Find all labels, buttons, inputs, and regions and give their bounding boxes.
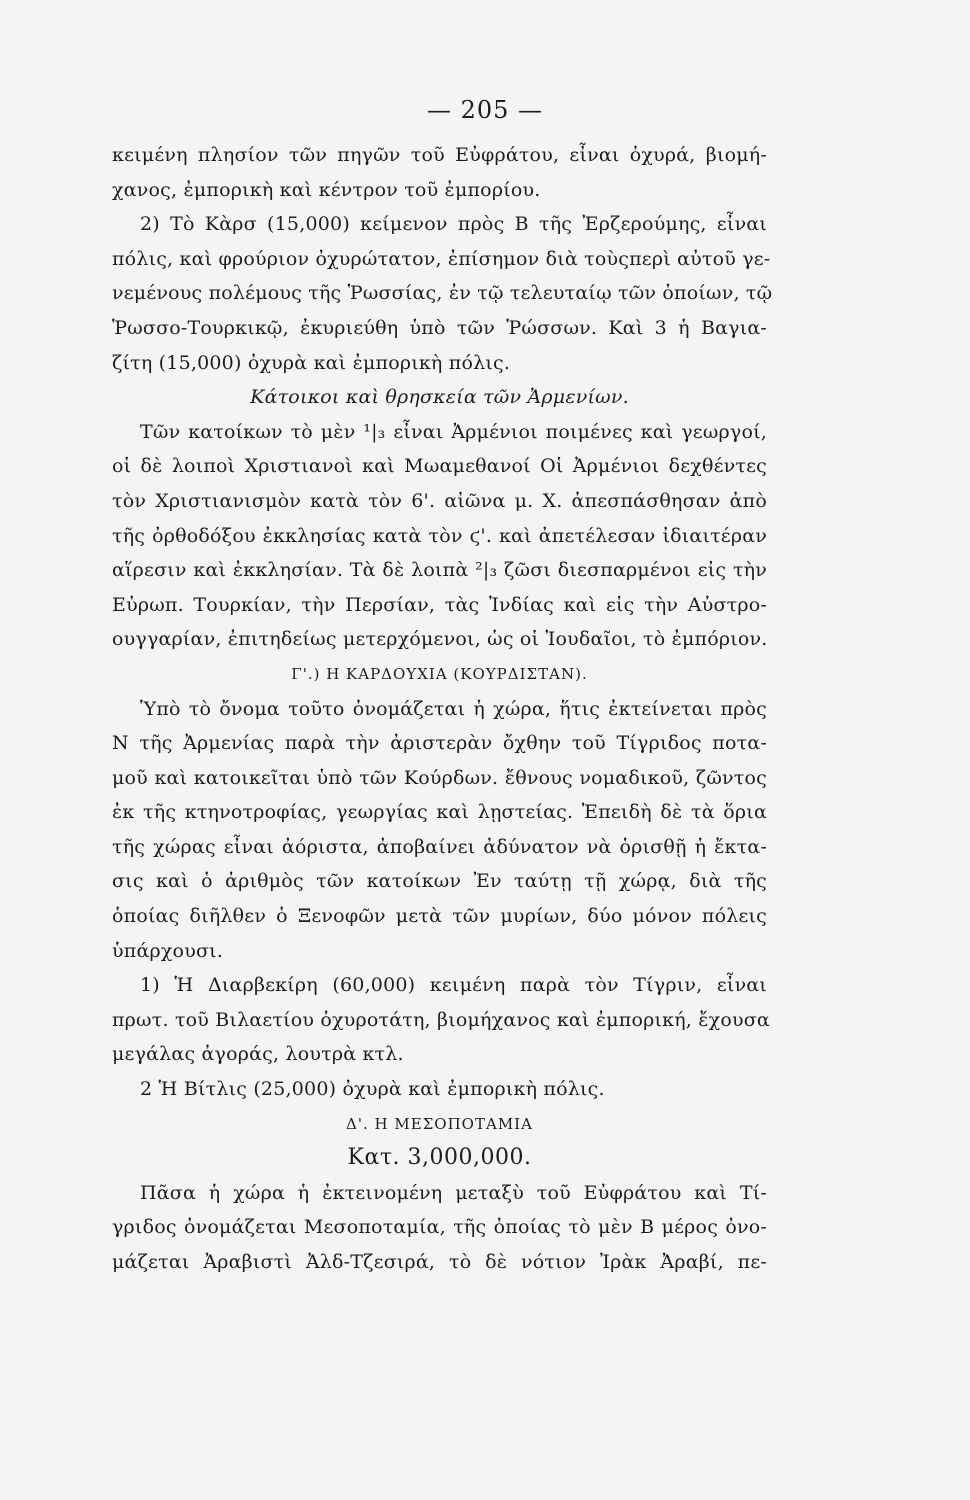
page-number: — 205 — [426, 96, 544, 124]
text-line: αἵρεσιν καὶ ἐκκλησίαν. Τὰ δὲ λοιπὰ ²|₃ ζῶσι διεσπαρμένοι εἰς τὴν [112, 559, 767, 582]
text-line: νεμένους πολέμους τῆς Ῥωσσίας, ἐν τῷ τελευταίῳ τῶν ὁποίων, τῷ [112, 282, 773, 305]
text-line: ὁποίας διῆλθεν ὁ Ξενοφῶν μετὰ τῶν μυρίων, δύο μόνον πόλεις [112, 905, 767, 928]
text-line: τῆς ὀρθοδόξου ἐκκλησίας κατὰ τὸν ϛ'. καὶ ἀπετέλεσαν ἰδιαιτέραν [112, 524, 767, 547]
text-line: χανος, ἐμπορικὴ καὶ κέντρον τοῦ ἐμπορίου. [112, 178, 541, 201]
text-line: ζίτη (15,000) ὀχυρὰ καὶ ἐμπορικὴ πόλις. [112, 351, 511, 374]
text-line: σις καὶ ὁ ἀριθμὸς τῶν κατοίκων Ἐν ταύτῃ τῇ χώρᾳ, διὰ τῆς [112, 870, 767, 893]
text-line: Ν τῆς Ἀρμενίας παρὰ τὴν ἀριστερὰν ὄχθην τοῦ Τίγριδος ποτα- [112, 732, 767, 755]
text-line: ουγγαρίαν, ἐπιτηδείως μετερχόμενοι, ὡς οἱ Ἰουδαῖοι, τὸ ἐμπόριον. [112, 628, 768, 651]
text-line: οἱ δὲ λοιποὶ Χριστιανοὶ καὶ Μωαμεθανοί Οἱ Ἀρμένιοι δεχθέντες [112, 455, 767, 478]
text-line: μάζεται Ἀραβιστὶ Ἀλδ-Τζεσιρά, τὸ δὲ νότιον Ἰρὰκ Ἀραβί, πε- [112, 1251, 767, 1273]
text-line: Ὑπὸ τὸ ὄνομα τοῦτο ὀνομάζεται ἡ χώρα, ἥτις ἐκτείνεται πρὸς [140, 697, 767, 720]
text-line: 2 Ἡ Βίτλις (25,000) ὀχυρὰ καὶ ἐμπορικὴ πόλις. [140, 1078, 605, 1101]
text-line: γριδος ὀνομάζεται Μεσοποταμία, τῆς ὁποίας τὸ μὲν Β μέρος ὀνο- [112, 1216, 767, 1239]
text-line: πόλις, καὶ φρούριον ὀχυρώτατον, ἐπίσημον διὰ τοὺςπερὶ αὐτοῦ γε- [112, 247, 771, 270]
text-line: κειμένη πλησίον τῶν πηγῶν τοῦ Εὐφράτου, εἶναι ὀχυρά, βιομή- [112, 144, 767, 166]
section-subheading: Κάτοικοι καὶ θρησκεία τῶν Ἀρμενίων. [250, 386, 629, 409]
body-text [112, 138, 773, 1280]
population-figure: Κατ. 3,000,000. [347, 1145, 532, 1171]
text-line: Πᾶσα ἡ χώρα ἡ ἐκτεινομένη μεταξὺ τοῦ Εὐφράτου καὶ Τί- [140, 1181, 767, 1204]
text-line: τὸν Χριστιανισμὸν κατὰ τὸν 6'. αἰῶνα μ. Χ. ἀπεσπάσθησαν ἀπὸ [112, 489, 767, 512]
text-line: 1) Ἡ Διαρβεκίρη (60,000) κειμένη παρὰ τὸν Τίγριν, εἶναι [140, 974, 767, 997]
section-heading: Δ'. Η ΜΕΣΟΠΟΤΑΜΙΑ [346, 1114, 533, 1133]
text-line: Ῥωσσο-Τουρκικῷ, ἐκυριεύθη ὑπὸ τῶν Ῥώσσων. Καὶ 3 ἡ Βαγια- [112, 316, 767, 339]
text-line: μεγάλας ἀγοράς, λουτρὰ κτλ. [112, 1043, 404, 1066]
text-line: πρωτ. τοῦ Βιλαετίου ὀχυροτάτη, βιομήχανος καὶ ἐμπορική, ἔχουσα [112, 1008, 770, 1031]
text-line: Τῶν κατοίκων τὸ μὲν ¹|₃ εἶναι Ἀρμένιοι ποιμένες καὶ γεωργοί, [140, 420, 767, 443]
text-line: τῆς χώρας εἶναι ἀόριστα, ἀποβαίνει ἀδύνατον νὰ ὁρισθῇ ἡ ἔκτα- [112, 835, 767, 858]
text-line: ἐκ τῆς κτηνοτροφίας, γεωργίας καὶ λῃστείας. Ἐπειδὴ δὲ τὰ ὅρια [112, 801, 767, 824]
text-line: Εὐρωπ. Τουρκίαν, τὴν Περσίαν, τὰς Ἰνδίας καὶ εἰς τὴν Αὐστρο- [112, 593, 767, 616]
section-heading: Γ'.) Η ΚΑΡΔΟΥΧΙΑ (ΚΟΥΡΔΙΣΤΑΝ). [291, 664, 588, 683]
text-line: μοῦ καὶ κατοικεῖται ὑπὸ τῶν Κούρδων. ἔθνους νομαδικοῦ, ζῶντος [112, 766, 767, 789]
text-line: ὑπάρχουσι. [112, 939, 223, 962]
text-line: 2) Τὸ Κὰρσ (15,000) κείμενον πρὸς Β τῆς Ἐρζερούμης, εἶναι [140, 213, 767, 236]
